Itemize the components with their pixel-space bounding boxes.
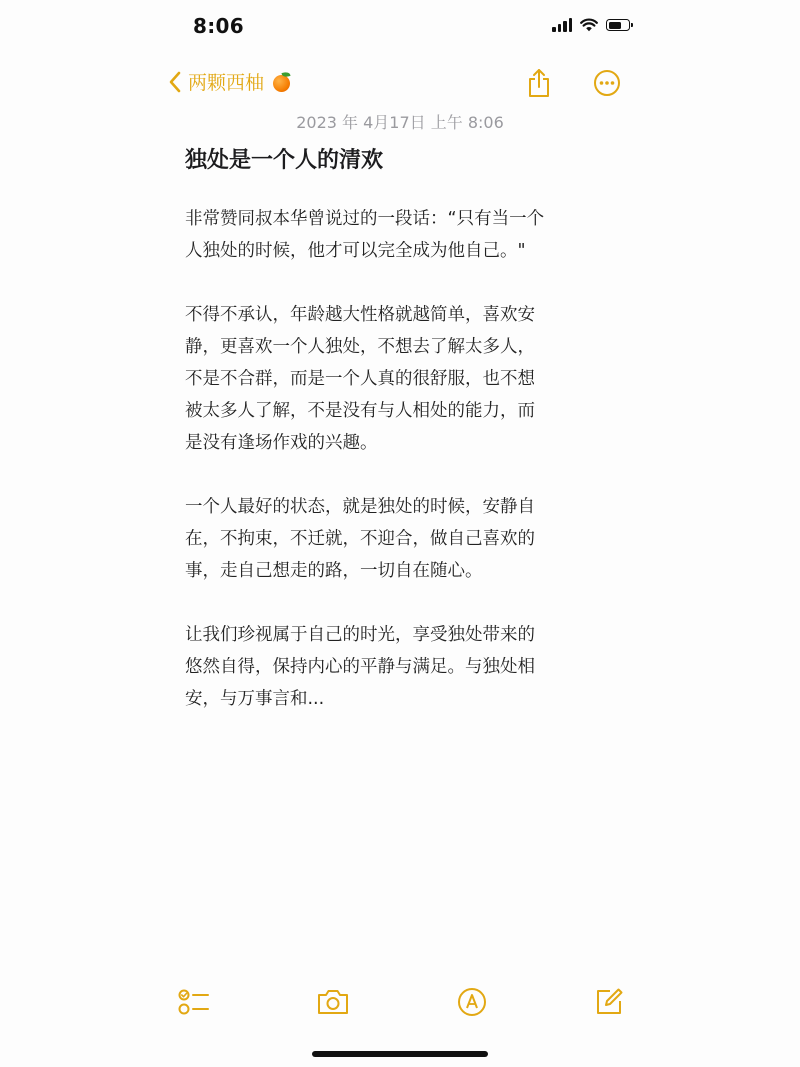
bottom-toolbar [0, 985, 800, 1021]
note-date: 2023 年 4月17日 上午 8:06 [296, 113, 504, 132]
note-title[interactable]: 独处是一个人的清欢 [185, 148, 384, 173]
home-indicator[interactable] [312, 1051, 488, 1057]
back-button[interactable] [168, 68, 292, 95]
share-button[interactable] [524, 68, 554, 98]
camera-icon [316, 988, 350, 1016]
status-time: 8:06 [193, 14, 244, 38]
chevron-left-icon [168, 70, 182, 94]
status-bar [0, 0, 800, 56]
wifi-icon [580, 18, 598, 32]
note-paragraph: 让我们珍视属于自己的时光，享受独处带来的 悠然自得，保持内心的平静与满足。与独处相 安，与万事言和... [185, 625, 535, 709]
compose-button[interactable] [592, 985, 626, 1019]
nav-bar [0, 56, 800, 110]
battery-fill [609, 22, 621, 29]
markup-pen-icon [457, 987, 487, 1017]
note-paragraph: 不得不承认，年龄越大性格就越简单，喜欢安 静，更喜欢一个人独处，不想去了解太多人， 不是不合群，而是一个人真的很舒服，也不想 被太多人了解，不是没有与人相处的能力，而 是没有逢场作戏的兴趣。 [185, 305, 535, 453]
share-icon [527, 68, 551, 98]
compose-icon [594, 987, 624, 1017]
more-icon [593, 69, 621, 97]
nav-actions [524, 68, 622, 98]
more-button[interactable] [592, 68, 622, 98]
camera-button[interactable] [316, 985, 350, 1019]
note-paragraph: 一个人最好的状态，就是独处的时候，安静自 在，不拘束，不迁就，不迎合，做自己喜欢的 事，走自己想走的路，一切自在随心。 [185, 497, 535, 581]
checklist-icon [178, 988, 210, 1016]
cellular-signal-icon [552, 18, 572, 32]
note-body[interactable] [185, 203, 617, 747]
battery-icon [606, 19, 630, 31]
orange-emoji-icon [272, 72, 292, 92]
checklist-button[interactable] [177, 985, 211, 1019]
back-label: 两颗西柚 [188, 72, 265, 94]
markup-button[interactable] [455, 985, 489, 1019]
status-icons [552, 18, 630, 32]
note-paragraph: 非常赞同叔本华曾说过的一段话：“只有当一个 人独处的时候，他才可以完全成为他自己。" [185, 209, 545, 261]
